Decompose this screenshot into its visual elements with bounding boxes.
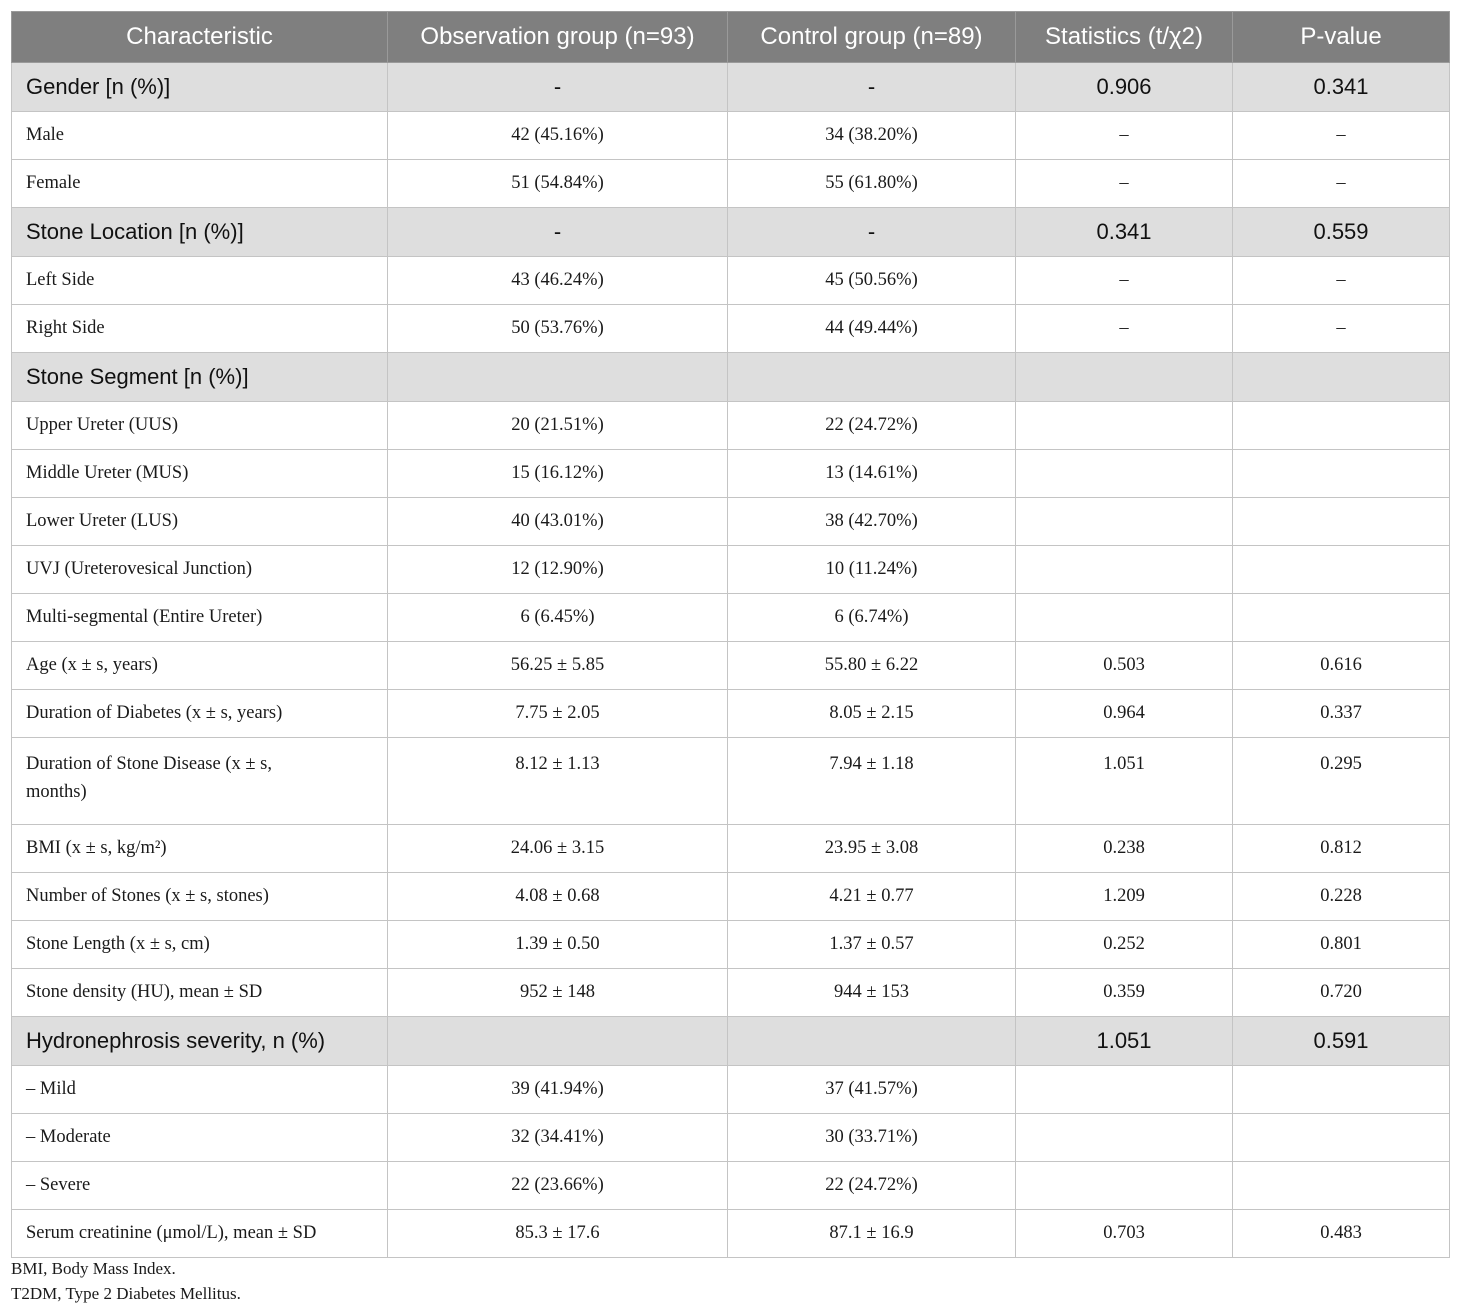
cell-characteristic: Stone density (HU), mean ± SD [12,969,388,1017]
cell-statistics: 0.252 [1016,921,1233,969]
cell-control: - [728,208,1016,257]
cell-characteristic: Middle Ureter (MUS) [12,450,388,498]
cell-statistics: 0.341 [1016,208,1233,257]
section-row [12,208,1450,257]
cell-control: 8.05 ± 2.15 [728,690,1016,738]
cell-p-value [1233,1066,1450,1114]
cell-control [728,353,1016,402]
cell-characteristic: BMI (x ± s, kg/m²) [12,825,388,873]
cell-characteristic: Gender [n (%)] [12,63,388,112]
table-row [12,1210,1450,1258]
cell-characteristic: – Mild [12,1066,388,1114]
cell-statistics: – [1016,305,1233,353]
cell-p-value: 0.483 [1233,1210,1450,1258]
header-row [12,12,1450,63]
cell-p-value: 0.591 [1233,1017,1450,1066]
table-header [12,12,1450,63]
cell-characteristic: Number of Stones (x ± s, stones) [12,873,388,921]
cell-statistics: 0.964 [1016,690,1233,738]
cell-p-value [1233,450,1450,498]
cell-observation: 32 (34.41%) [388,1114,728,1162]
cell-observation: 56.25 ± 5.85 [388,642,728,690]
cell-statistics: 0.238 [1016,825,1233,873]
table-row [12,738,1450,825]
cell-p-value [1233,402,1450,450]
cell-statistics [1016,450,1233,498]
footnote-t2dm: T2DM, Type 2 Diabetes Mellitus. [11,1284,241,1303]
header-statistics: Statistics (t/χ2) [1016,12,1233,63]
cell-p-value: – [1233,160,1450,208]
table-row [12,825,1450,873]
cell-characteristic: Serum creatinine (μmol/L), mean ± SD [12,1210,388,1258]
table-row [12,450,1450,498]
cell-statistics: – [1016,112,1233,160]
cell-statistics [1016,546,1233,594]
cell-characteristic: Right Side [12,305,388,353]
cell-control: 34 (38.20%) [728,112,1016,160]
cell-control: 13 (14.61%) [728,450,1016,498]
cell-observation: 15 (16.12%) [388,450,728,498]
cell-characteristic: Left Side [12,257,388,305]
table-row [12,594,1450,642]
cell-p-value: – [1233,112,1450,160]
cell-observation [388,353,728,402]
cell-characteristic: Multi-segmental (Entire Ureter) [12,594,388,642]
cell-observation: 85.3 ± 17.6 [388,1210,728,1258]
cell-control: 4.21 ± 0.77 [728,873,1016,921]
cell-characteristic: Age (x ± s, years) [12,642,388,690]
section-row [12,63,1450,112]
cell-characteristic: Female [12,160,388,208]
cell-control: 6 (6.74%) [728,594,1016,642]
cell-characteristic: – Severe [12,1162,388,1210]
table-row [12,642,1450,690]
cell-characteristic: Duration of Stone Disease (x ± s, months) [12,738,388,825]
cell-observation: 39 (41.94%) [388,1066,728,1114]
cell-control: 38 (42.70%) [728,498,1016,546]
cell-statistics: 0.359 [1016,969,1233,1017]
cell-statistics: 1.209 [1016,873,1233,921]
cell-p-value: 0.616 [1233,642,1450,690]
footnotes [11,1256,241,1306]
table-row [12,1162,1450,1210]
cell-statistics: 0.906 [1016,63,1233,112]
cell-statistics [1016,1114,1233,1162]
cell-observation: 51 (54.84%) [388,160,728,208]
cell-p-value: 0.341 [1233,63,1450,112]
table-row [12,498,1450,546]
cell-p-value: – [1233,257,1450,305]
cell-observation: 40 (43.01%) [388,498,728,546]
header-characteristic: Characteristic [12,12,388,63]
table-row [12,546,1450,594]
cell-observation: 4.08 ± 0.68 [388,873,728,921]
table-row [12,402,1450,450]
cell-p-value: 0.720 [1233,969,1450,1017]
cell-observation: 12 (12.90%) [388,546,728,594]
cell-p-value: 0.228 [1233,873,1450,921]
cell-observation: 8.12 ± 1.13 [388,738,728,825]
cell-observation: 1.39 ± 0.50 [388,921,728,969]
cell-control: 55 (61.80%) [728,160,1016,208]
cell-observation: 22 (23.66%) [388,1162,728,1210]
section-row [12,1017,1450,1066]
cell-statistics: 0.503 [1016,642,1233,690]
cell-observation: 24.06 ± 3.15 [388,825,728,873]
cell-statistics [1016,1162,1233,1210]
cell-control: 44 (49.44%) [728,305,1016,353]
cell-observation [388,1017,728,1066]
cell-control: 944 ± 153 [728,969,1016,1017]
cell-p-value: 0.801 [1233,921,1450,969]
cell-p-value [1233,1114,1450,1162]
cell-control: 87.1 ± 16.9 [728,1210,1016,1258]
cell-control: 7.94 ± 1.18 [728,738,1016,825]
cell-statistics [1016,353,1233,402]
cell-observation: 43 (46.24%) [388,257,728,305]
table-row [12,160,1450,208]
cell-observation: 20 (21.51%) [388,402,728,450]
cell-p-value [1233,353,1450,402]
table-row [12,1114,1450,1162]
cell-characteristic: Male [12,112,388,160]
cell-characteristic: Hydronephrosis severity, n (%) [12,1017,388,1066]
table-row [12,969,1450,1017]
cell-control: 22 (24.72%) [728,1162,1016,1210]
cell-p-value: 0.559 [1233,208,1450,257]
table-row [12,1066,1450,1114]
cell-p-value: 0.295 [1233,738,1450,825]
cell-statistics: – [1016,257,1233,305]
cell-characteristic: Stone Segment [n (%)] [12,353,388,402]
cell-p-value: 0.337 [1233,690,1450,738]
table-row [12,690,1450,738]
cell-p-value: 0.812 [1233,825,1450,873]
section-row [12,353,1450,402]
cell-control: 22 (24.72%) [728,402,1016,450]
cell-observation: 952 ± 148 [388,969,728,1017]
cell-control [728,1017,1016,1066]
cell-control: - [728,63,1016,112]
cell-statistics [1016,498,1233,546]
cell-statistics: 1.051 [1016,738,1233,825]
cell-p-value: – [1233,305,1450,353]
cell-statistics [1016,1066,1233,1114]
cell-control: 37 (41.57%) [728,1066,1016,1114]
cell-characteristic: Lower Ureter (LUS) [12,498,388,546]
table-row [12,873,1450,921]
cell-statistics: 1.051 [1016,1017,1233,1066]
table-row [12,257,1450,305]
characteristics-table [11,11,1450,1258]
cell-control: 10 (11.24%) [728,546,1016,594]
header-control-group: Control group (n=89) [728,12,1016,63]
table-row [12,921,1450,969]
cell-p-value [1233,546,1450,594]
table-body [12,63,1450,1258]
cell-characteristic: UVJ (Ureterovesical Junction) [12,546,388,594]
cell-observation: 7.75 ± 2.05 [388,690,728,738]
cell-characteristic: Stone Length (x ± s, cm) [12,921,388,969]
cell-control: 1.37 ± 0.57 [728,921,1016,969]
cell-control: 30 (33.71%) [728,1114,1016,1162]
cell-statistics [1016,402,1233,450]
cell-control: 45 (50.56%) [728,257,1016,305]
cell-control: 55.80 ± 6.22 [728,642,1016,690]
cell-statistics [1016,594,1233,642]
cell-observation: 42 (45.16%) [388,112,728,160]
cell-p-value [1233,498,1450,546]
cell-p-value [1233,594,1450,642]
cell-characteristic: Duration of Diabetes (x ± s, years) [12,690,388,738]
footnote-bmi: BMI, Body Mass Index. [11,1259,176,1278]
cell-observation: - [388,63,728,112]
cell-observation: 50 (53.76%) [388,305,728,353]
cell-characteristic: – Moderate [12,1114,388,1162]
table-row [12,112,1450,160]
cell-p-value [1233,1162,1450,1210]
header-p-value: P-value [1233,12,1450,63]
cell-statistics: – [1016,160,1233,208]
cell-statistics: 0.703 [1016,1210,1233,1258]
header-observation-group: Observation group (n=93) [388,12,728,63]
cell-observation: 6 (6.45%) [388,594,728,642]
table-row [12,305,1450,353]
cell-characteristic: Upper Ureter (UUS) [12,402,388,450]
cell-control: 23.95 ± 3.08 [728,825,1016,873]
cell-characteristic: Stone Location [n (%)] [12,208,388,257]
cell-observation: - [388,208,728,257]
